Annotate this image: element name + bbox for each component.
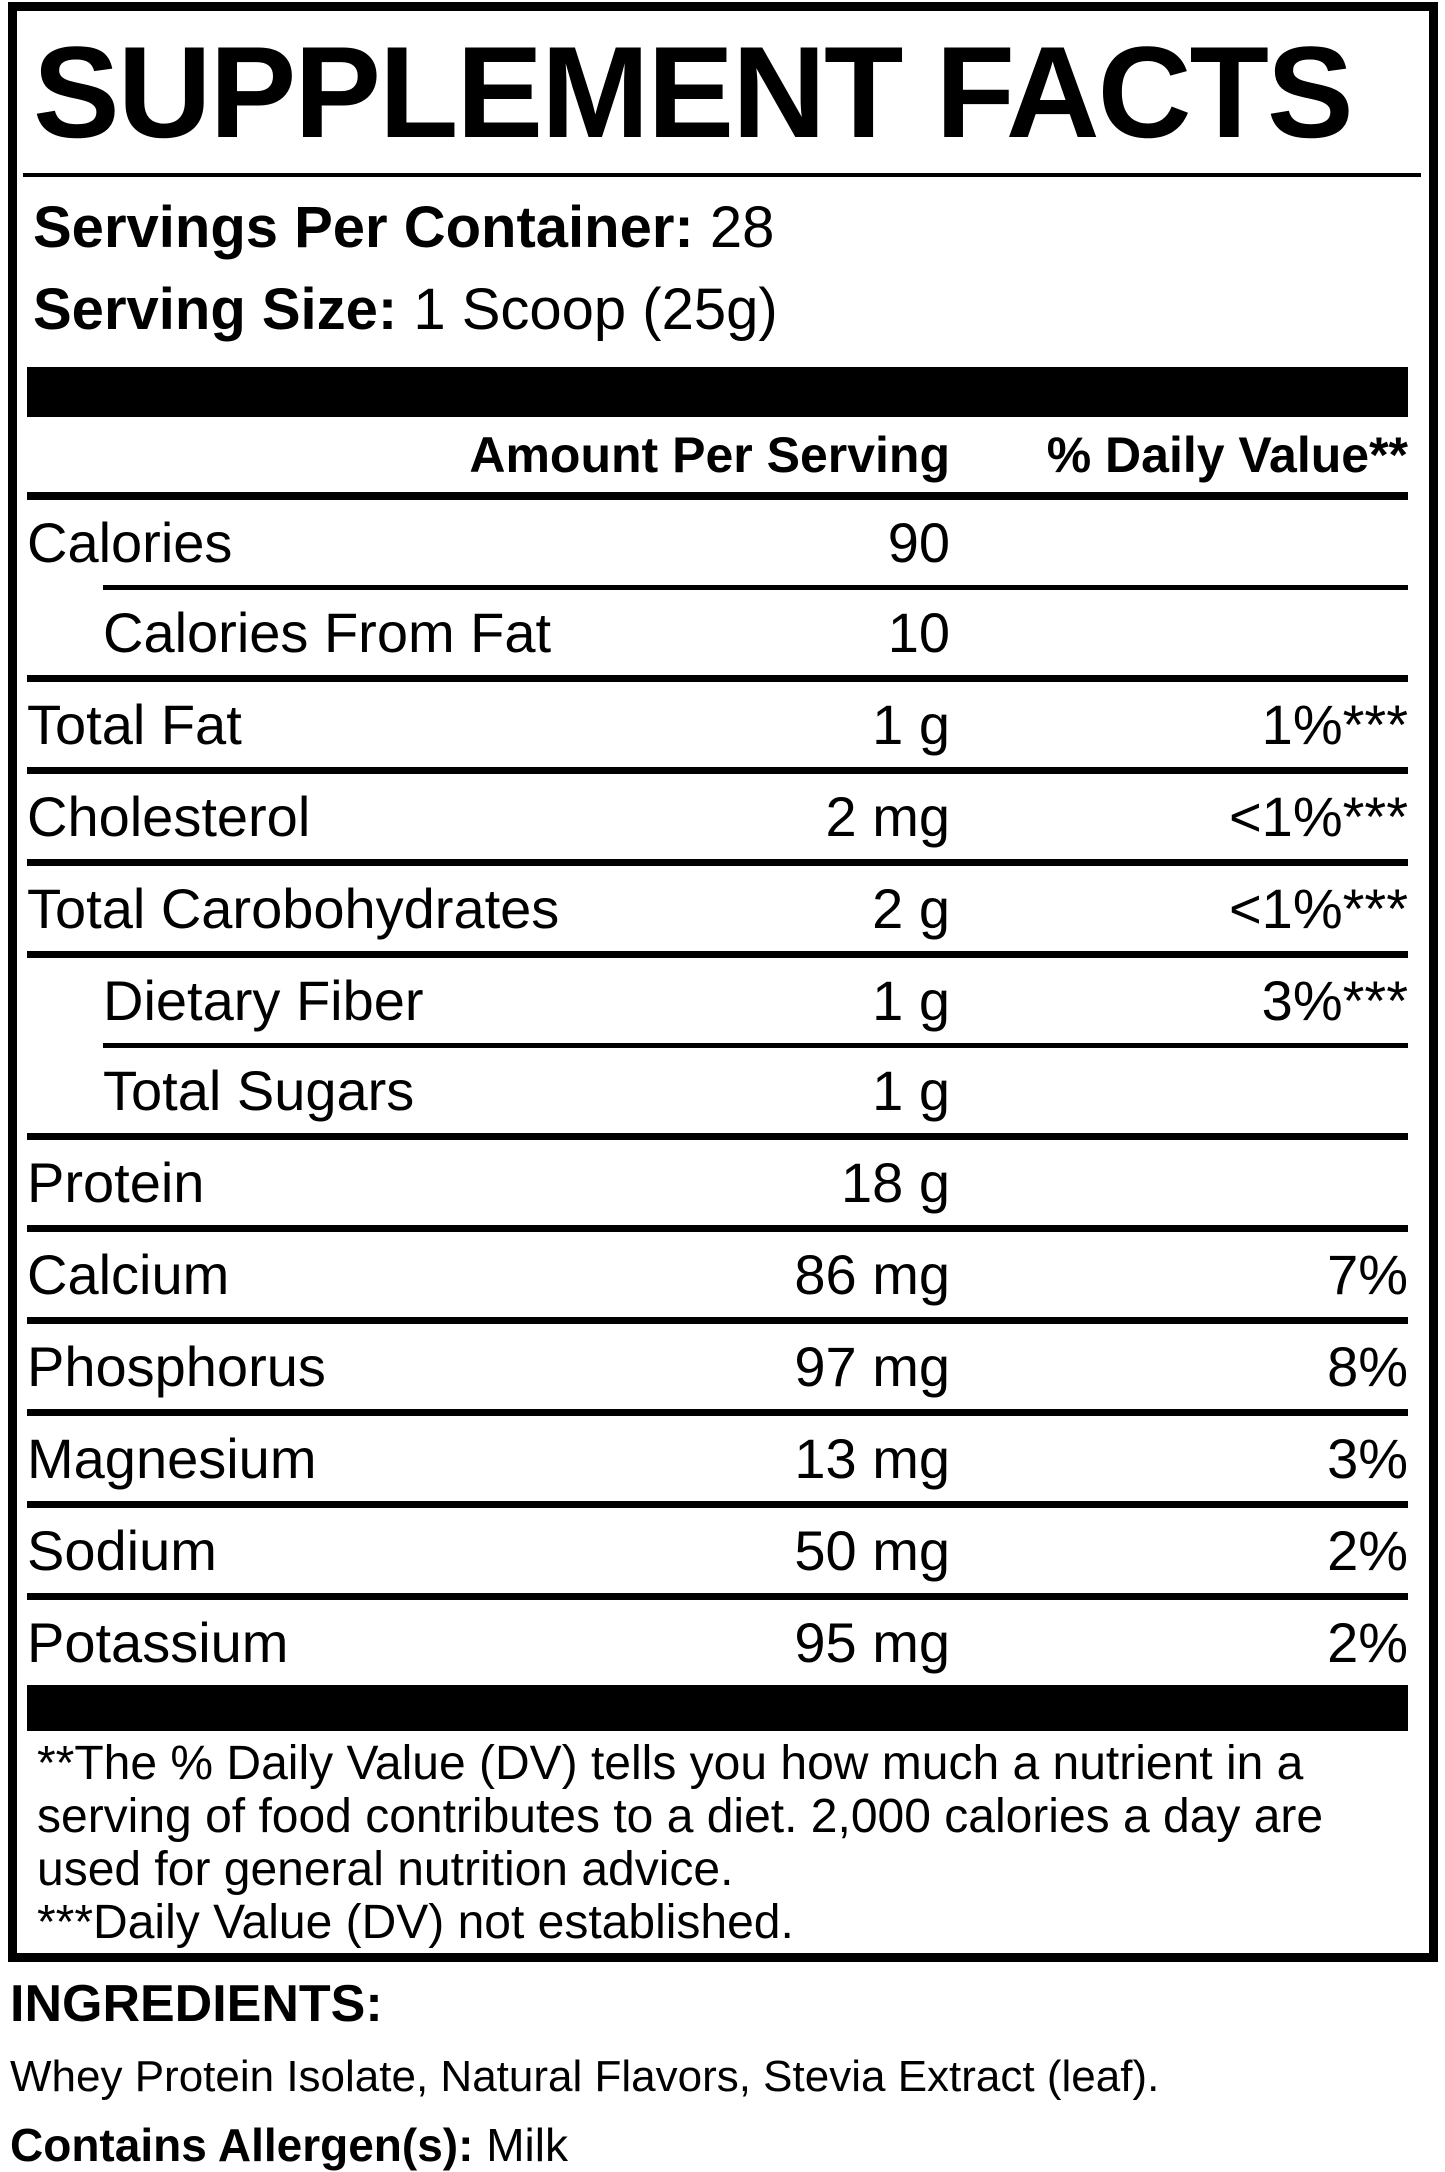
header-rule bbox=[27, 492, 1408, 500]
row-separator bbox=[27, 675, 1408, 682]
nutrient-name: Total Fat bbox=[27, 693, 242, 756]
nutrient-daily-value: 2% bbox=[1327, 1519, 1408, 1582]
nutrient-name: Calories From Fat bbox=[103, 601, 552, 664]
nutrient-name: Potassium bbox=[27, 1611, 289, 1674]
nutrient-amount: 18 g bbox=[841, 1151, 950, 1214]
row-separator bbox=[27, 767, 1408, 774]
nutrient-row bbox=[27, 682, 1408, 767]
title-rule bbox=[23, 173, 1421, 177]
nutrient-row bbox=[27, 1600, 1408, 1685]
nutrient-amount: 50 mg bbox=[794, 1519, 950, 1582]
nutrient-name: Cholesterol bbox=[27, 785, 311, 848]
nutrient-daily-value: 3% bbox=[1327, 1427, 1408, 1490]
row-separator bbox=[27, 1225, 1408, 1232]
supplement-facts-panel bbox=[8, 2, 1438, 1962]
facts-table-area bbox=[27, 367, 1408, 1949]
nutrient-amount: 10 bbox=[887, 601, 950, 664]
servings-per-container-row bbox=[33, 187, 1419, 269]
nutrient-row bbox=[27, 1140, 1408, 1225]
ingredients-section bbox=[10, 1974, 1435, 2172]
nutrient-amount: 1 g bbox=[872, 1059, 950, 1122]
nutrient-table bbox=[27, 500, 1408, 1685]
nutrient-daily-value: 3%*** bbox=[1261, 969, 1408, 1032]
nutrient-row bbox=[27, 500, 1408, 585]
nutrient-name: Total Sugars bbox=[103, 1059, 415, 1122]
row-separator bbox=[27, 951, 1408, 958]
footnote-line: **The % Daily Value (DV) tells you how much a nutrient in a bbox=[37, 1737, 1304, 1790]
row-separator bbox=[27, 1133, 1408, 1140]
ingredients-list: Whey Protein Isolate, Natural Flavors, Stevia Extract (leaf). bbox=[10, 2052, 1160, 2101]
separator-bar-bottom bbox=[27, 1685, 1408, 1731]
nutrient-row bbox=[27, 590, 1408, 675]
nutrient-row bbox=[27, 1232, 1408, 1317]
nutrient-amount: 95 mg bbox=[794, 1611, 950, 1674]
nutrient-amount: 13 mg bbox=[794, 1427, 950, 1490]
allergen-row bbox=[10, 2118, 1435, 2172]
allergen-label: Contains Allergen(s): bbox=[10, 2119, 474, 2171]
column-header-row bbox=[27, 417, 1408, 492]
footnote-line: used for general nutrition advice. bbox=[37, 1843, 734, 1896]
nutrient-row bbox=[27, 774, 1408, 859]
nutrient-amount: 2 g bbox=[872, 877, 950, 940]
nutrient-daily-value: <1%*** bbox=[1228, 785, 1408, 848]
row-separator bbox=[27, 859, 1408, 866]
amount-per-serving-header: Amount Per Serving bbox=[469, 426, 950, 483]
nutrient-daily-value: 7% bbox=[1327, 1243, 1408, 1306]
nutrient-amount: 1 g bbox=[872, 693, 950, 756]
row-separator bbox=[27, 1317, 1408, 1324]
serving-size-label: Serving Size: bbox=[33, 277, 398, 342]
nutrient-row bbox=[27, 1324, 1408, 1409]
ingredients-heading: INGREDIENTS: bbox=[10, 1975, 383, 2033]
servings-per-container-label: Servings Per Container: bbox=[33, 195, 694, 260]
nutrient-amount: 1 g bbox=[872, 969, 950, 1032]
nutrient-row bbox=[27, 1508, 1408, 1593]
serving-size-row bbox=[33, 269, 1419, 351]
nutrient-daily-value: 8% bbox=[1327, 1335, 1408, 1398]
nutrient-daily-value: 2% bbox=[1327, 1611, 1408, 1674]
nutrient-name: Phosphorus bbox=[27, 1335, 326, 1398]
nutrient-row bbox=[27, 1048, 1408, 1133]
nutrient-amount: 2 mg bbox=[825, 785, 950, 848]
daily-value-header: % Daily Value** bbox=[1046, 426, 1408, 483]
nutrient-name: Total Carobohydrates bbox=[27, 877, 560, 940]
nutrient-amount: 86 mg bbox=[794, 1243, 950, 1306]
serving-size-value: 1 Scoop (25g) bbox=[413, 277, 778, 342]
row-separator bbox=[27, 1409, 1408, 1416]
nutrient-name: Calcium bbox=[27, 1243, 230, 1306]
nutrient-name: Magnesium bbox=[27, 1427, 317, 1490]
nutrient-name: Sodium bbox=[27, 1519, 217, 1582]
facts-title: SUPPLEMENT FACTS bbox=[33, 19, 1352, 165]
nutrient-row bbox=[27, 958, 1408, 1043]
nutrient-amount: 90 bbox=[887, 511, 950, 574]
footnote-line: serving of food contributes to a diet. 2,000 calories a day are bbox=[37, 1790, 1324, 1843]
footnote-line: ***Daily Value (DV) not established. bbox=[37, 1896, 794, 1949]
row-separator bbox=[27, 1501, 1408, 1508]
nutrient-name: Protein bbox=[27, 1151, 205, 1214]
servings-per-container-value: 28 bbox=[709, 195, 775, 260]
nutrient-row bbox=[27, 1416, 1408, 1501]
row-separator bbox=[27, 1593, 1408, 1600]
nutrient-name: Calories bbox=[27, 511, 233, 574]
separator-bar-top bbox=[27, 367, 1408, 417]
nutrient-daily-value: 1%*** bbox=[1261, 693, 1408, 756]
nutrient-name: Dietary Fiber bbox=[103, 969, 424, 1032]
footnote-block bbox=[37, 1737, 1387, 1949]
nutrient-row bbox=[27, 866, 1408, 951]
allergen-value: Milk bbox=[486, 2119, 568, 2171]
nutrient-amount: 97 mg bbox=[794, 1335, 950, 1398]
nutrient-daily-value: <1%*** bbox=[1228, 877, 1408, 940]
serving-info bbox=[33, 187, 1419, 351]
